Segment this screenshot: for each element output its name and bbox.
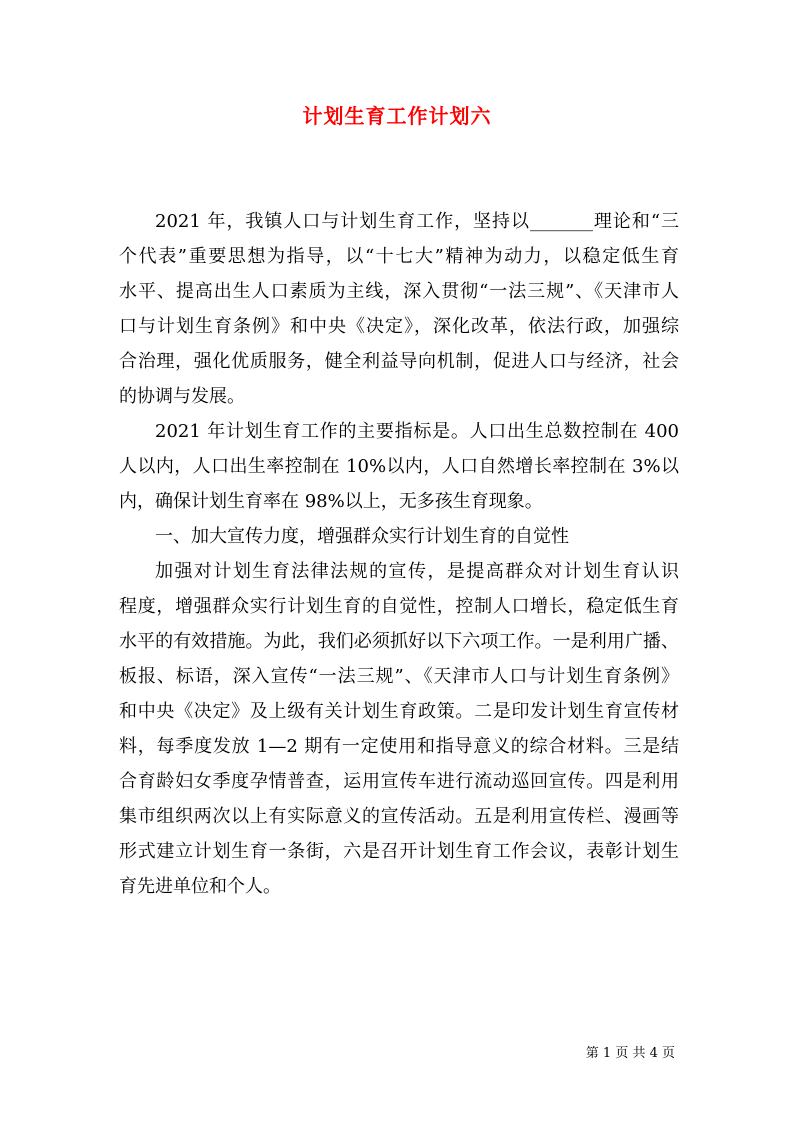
text-line: 料，每季度发放 1—2 期有一定使用和指导意义的综合材料。三是结 — [119, 736, 679, 757]
text-line: 合治理，强化优质服务，健全利益导向机制，促进人口与经济，社会 — [119, 351, 679, 372]
text-line: 和中央《决定》及上级有关计划生育政策。二是印发计划生育宣传材 — [119, 701, 679, 722]
text-line: 水平的有效措施。为此，我们必须抓好以下六项工作。一是利用广播、 — [119, 631, 679, 652]
section-heading — [119, 519, 679, 554]
text-line: 形式建立计划生育一条街，六是召开计划生育工作会议，表彰计划生 — [119, 841, 679, 862]
text-line: 育先进单位和个人。 — [119, 876, 281, 897]
text-line: 集市组织两次以上有实际意义的宣传活动。五是利用宣传栏、漫画等 — [119, 806, 679, 827]
document-title: 计划生育工作计划六 — [302, 104, 492, 128]
paragraph-publicity — [119, 554, 679, 904]
paragraph-intro — [119, 204, 679, 414]
text-line: 的协调与发展。 — [119, 386, 245, 407]
page-number: 第 1 页 共 4 页 — [585, 1046, 675, 1061]
text-line: 合育龄妇女季度孕情普查，运用宣传车进行流动巡回宣传。四是利用 — [119, 771, 679, 792]
text-line: 2021 年，我镇人口与计划生育工作，坚持以_______理论和“三 — [155, 211, 679, 232]
text-line: 板报、标语，深入宣传“一法三规”、《天津市人口与计划生育条例》 — [119, 666, 679, 687]
text-line: 人以内，人口出生率控制在 10%以内，人口自然增长率控制在 3%以 — [119, 456, 679, 477]
section-heading-text: 一、加大宣传力度，增强群众实行计划生育的自觉性 — [155, 526, 569, 547]
text-line: 个代表”重要思想为指导，以“十七大”精神为动力，以稳定低生育 — [119, 246, 679, 267]
text-line: 加强对计划生育法律法规的宣传，是提高群众对计划生育认识 — [155, 561, 679, 582]
text-line: 程度，增强群众实行计划生育的自觉性，控制人口增长，稳定低生育 — [119, 596, 679, 617]
paragraph-targets — [119, 414, 679, 519]
text-line: 2021 年计划生育工作的主要指标是。人口出生总数控制在 400 — [155, 421, 679, 442]
text-line: 内，确保计划生育率在 98%以上，无多孩生育现象。 — [119, 491, 543, 512]
text-line: 水平、提高出生人口素质为主线，深入贯彻“一法三规”、《天津市人 — [119, 281, 679, 302]
text-line: 口与计划生育条例》和中央《决定》，深化改革，依法行政，加强综 — [119, 316, 679, 337]
document-body — [119, 204, 679, 904]
